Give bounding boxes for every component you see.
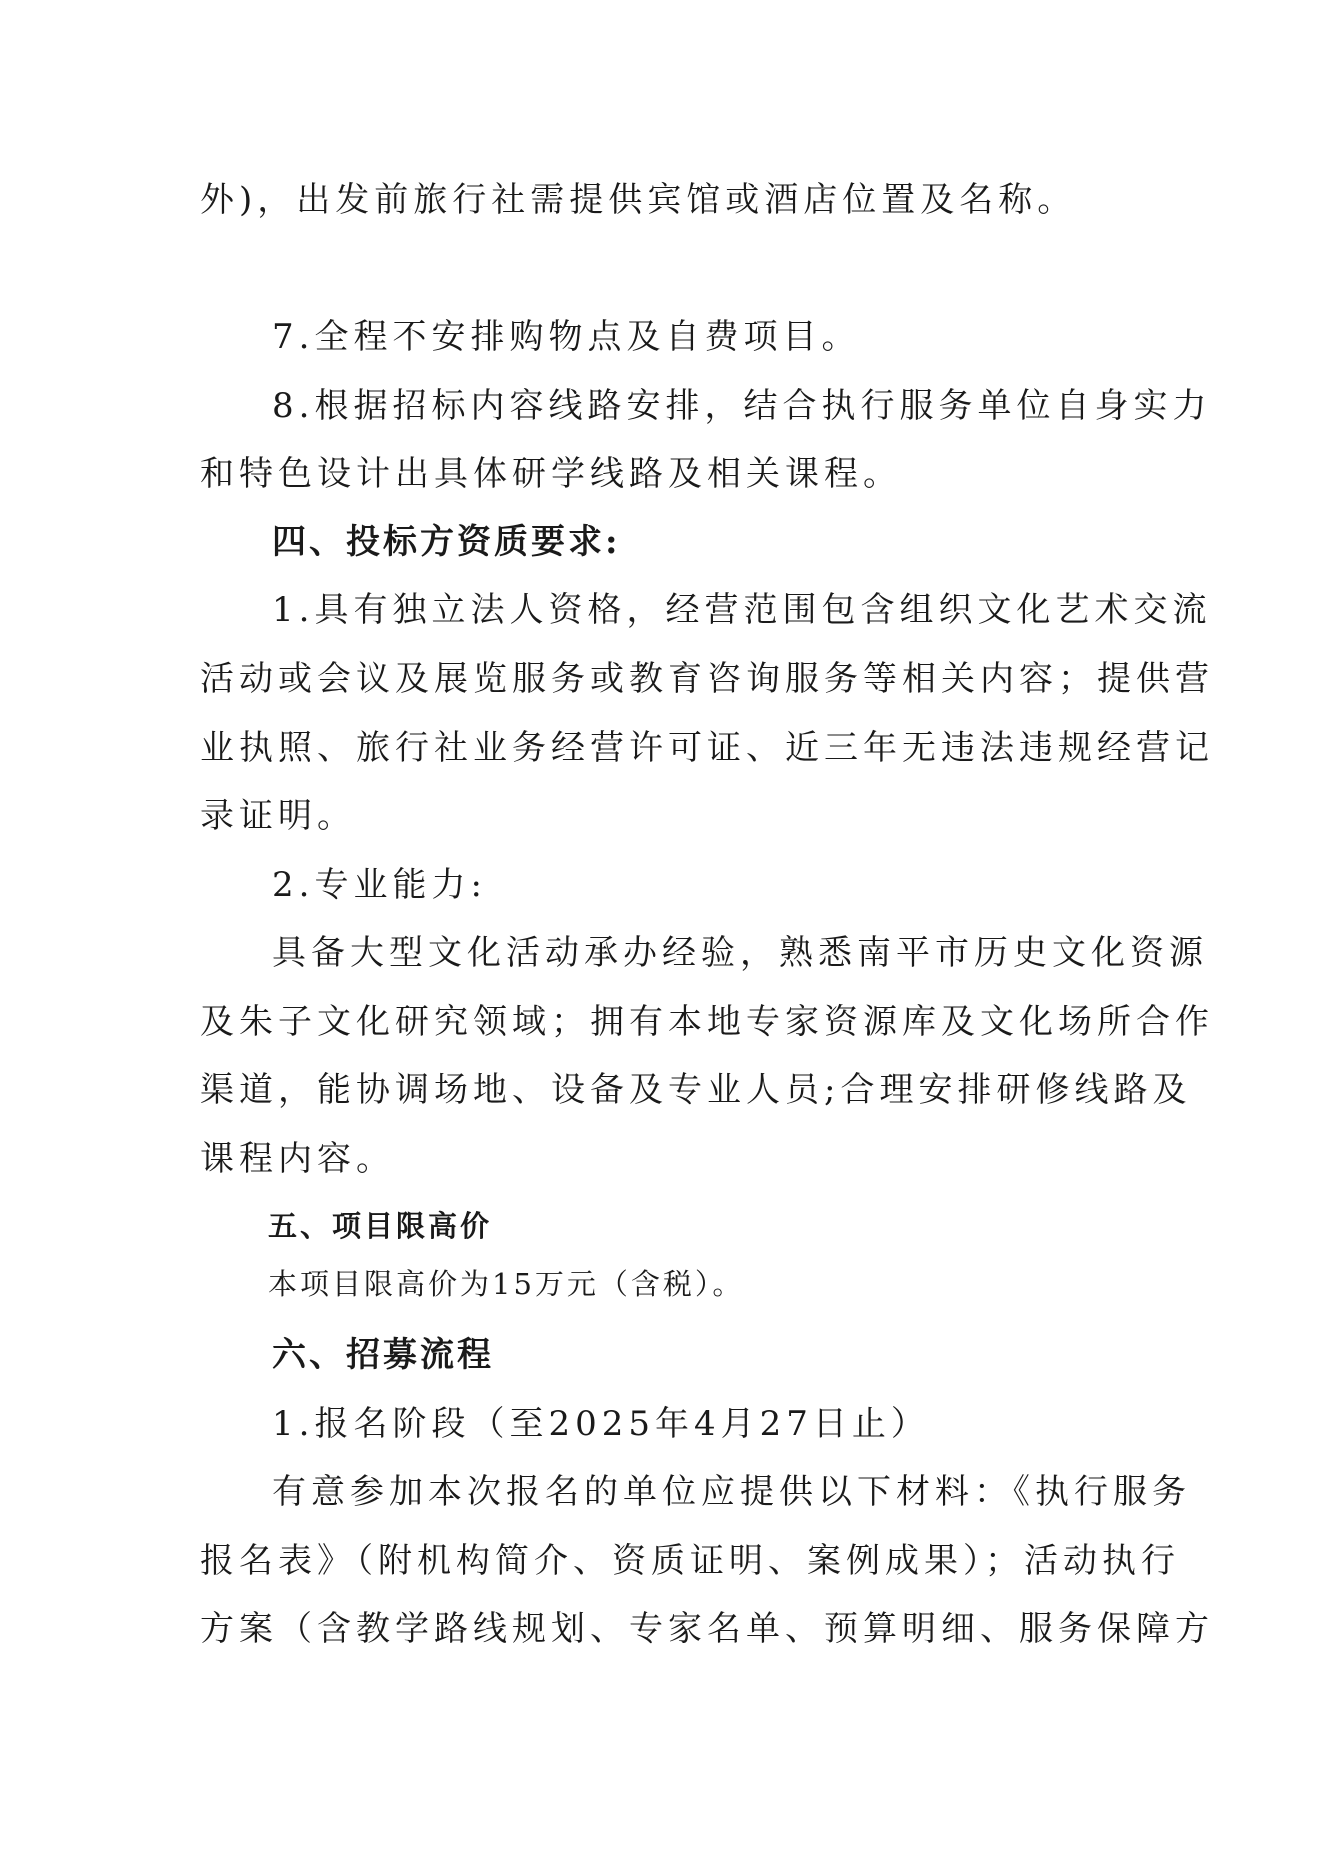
paragraph-line: 和特色设计出具体研学线路及相关课程。	[200, 454, 902, 494]
paragraph-line: 课程内容。	[200, 1139, 395, 1179]
paragraph-line: 报名表》（附机构简介、资质证明、案例成果）；活动执行	[200, 1541, 1180, 1581]
paragraph-line: 渠道，能协调场地、设备及专业人员;合理安排研修线路及	[200, 1070, 1192, 1110]
paragraph-line: 方案（含教学路线规划、专家名单、预算明细、服务保障方	[200, 1609, 1214, 1649]
list-item-1: 1.具有独立法人资格，经营范围包含组织文化艺术交流	[272, 590, 1212, 630]
list-item-2: 2.专业能力:	[272, 865, 487, 905]
paragraph-line: 具备大型文化活动承办经验，熟悉南平市历史文化资源	[272, 933, 1208, 973]
paragraph-line: 活动或会议及展览服务或教育咨询服务等相关内容；提供营	[200, 659, 1214, 699]
price-limit-text: 本项目限高价为15万元（含税）。	[268, 1267, 745, 1301]
list-item-8: 8.根据招标内容线路安排，结合执行服务单位自身实力	[272, 386, 1212, 426]
paragraph-line: 录证明。	[200, 796, 356, 836]
list-item-1-registration: 1.报名阶段（至2025年4月27日止）	[272, 1404, 930, 1444]
paragraph-line: 有意参加本次报名的单位应提供以下材料：《执行服务	[272, 1472, 1191, 1512]
section-heading-5: 五、项目限高价	[268, 1209, 493, 1243]
paragraph-line: 业执照、旅行社业务经营许可证、近三年无违法违规经营记	[200, 728, 1214, 768]
paragraph-line: 外)，出发前旅行社需提供宾馆或酒店位置及名称。	[200, 180, 1077, 220]
section-heading-6: 六、招募流程	[272, 1335, 494, 1375]
paragraph-line: 及朱子文化研究领域；拥有本地专家资源库及文化场所合作	[200, 1002, 1214, 1042]
list-item-7: 7.全程不安排购物点及自费项目。	[272, 317, 861, 357]
section-heading-4: 四、投标方资质要求:	[272, 522, 621, 562]
